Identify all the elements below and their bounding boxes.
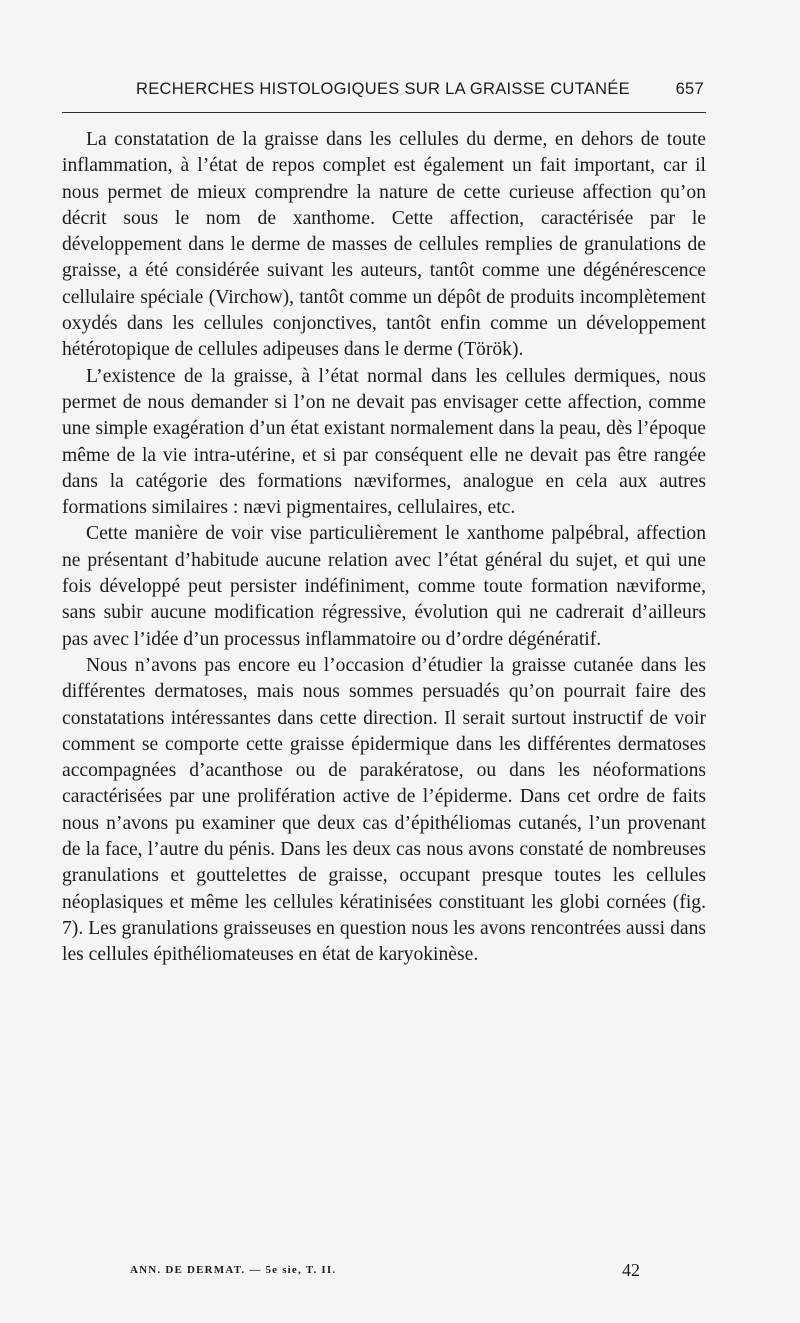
paragraph-dermatoses: Nous n’avons pas encore eu l’occasion d’étudier la graisse cutanée dans les différentes dermatoses, mais nous sommes persuadés qu’on pourrait faire des constatations intéressantes dans cette direction. Il serait surtout instructif de voir comment se comporte cette graisse épidermique dans les différentes dermatoses accompagnées d’acanthose ou de parakératose, ou dans les néoformations caractérisées par une prolifération active de l’épiderme. Dans cet ordre de faits nous n’avons pu examiner que deux cas d’épithéliomas cutanés, l’un provenant de la face, l’autre du pénis. Dans les deux cas nous avons constaté de nombreuses granulations et gouttelettes de graisse, occupant presque toutes les cellules néoplasiques et même les cellules kératinisées constituant les globi cornées (fig. 7). Les granulations graisseuses en question nous les avons rencontrées aussi dans les cellules épithéliomateuses en état de karyokinèse. — [62, 654, 706, 966]
signature-mark: 42 — [622, 1260, 640, 1280]
paragraph-palpebral: Cette manière de voir vise particulièrement le xanthome palpébral, affection ne présentant d’habitude aucune relation avec l’état général du sujet, et qui une fois développé peut persister indéfiniment, comme toute formation næviforme, sans subir aucune modification régressive, évolution qui ne cadrerait d’ailleurs pas avec l’idée d’un processus inflammatoire ou d’ordre dégénératif. — [62, 523, 706, 650]
header-rule — [62, 112, 706, 113]
paragraph-existence: L’existence de la graisse, à l’état normal dans les cellules dermiques, nous permet de nous demander si l’on ne devait pas envisager cette affection, comme une simple exagération d’un état existant normalement dans la peau, dès l’époque même de la vie intra-utérine, et si par conséquent elle ne devait pas être rangée dans la catégorie des formations næviformes, analogue en cela aux autres formations similaires : nævi pigmentaires, cellulaires, etc. — [62, 365, 706, 519]
page-footer — [130, 1260, 640, 1286]
paragraph-xanthome: La constatation de la graisse dans les cellules du derme, en dehors de toute inflammation, à l’état de repos complet est également un fait important, car il nous permet de mieux comprendre la nature de cette curieuse affection qu’on décrit sous le nom de xanthome. Cette affection, caractérisée par le développement dans le derme de masses de cellules remplies de granulations de graisse, a été considérée suivant les auteurs, tantôt comme une dégénérescence cellulaire spéciale (Virchow), tantôt comme un dépôt de produits incomplètement oxydés dans les cellules conjonctives, tantôt enfin comme un développement hétérotopique de cellules adipeuses dans le derme (Török). — [62, 129, 706, 361]
journal-reference: ANN. DE DERMAT. — 5e sie, T. II. — [130, 1264, 337, 1276]
body-text — [62, 127, 706, 969]
page-number: 657 — [675, 80, 704, 98]
running-head — [62, 78, 708, 104]
running-title: RECHERCHES HISTOLOGIQUES SUR LA GRAISSE CUTANÉE — [136, 80, 630, 98]
